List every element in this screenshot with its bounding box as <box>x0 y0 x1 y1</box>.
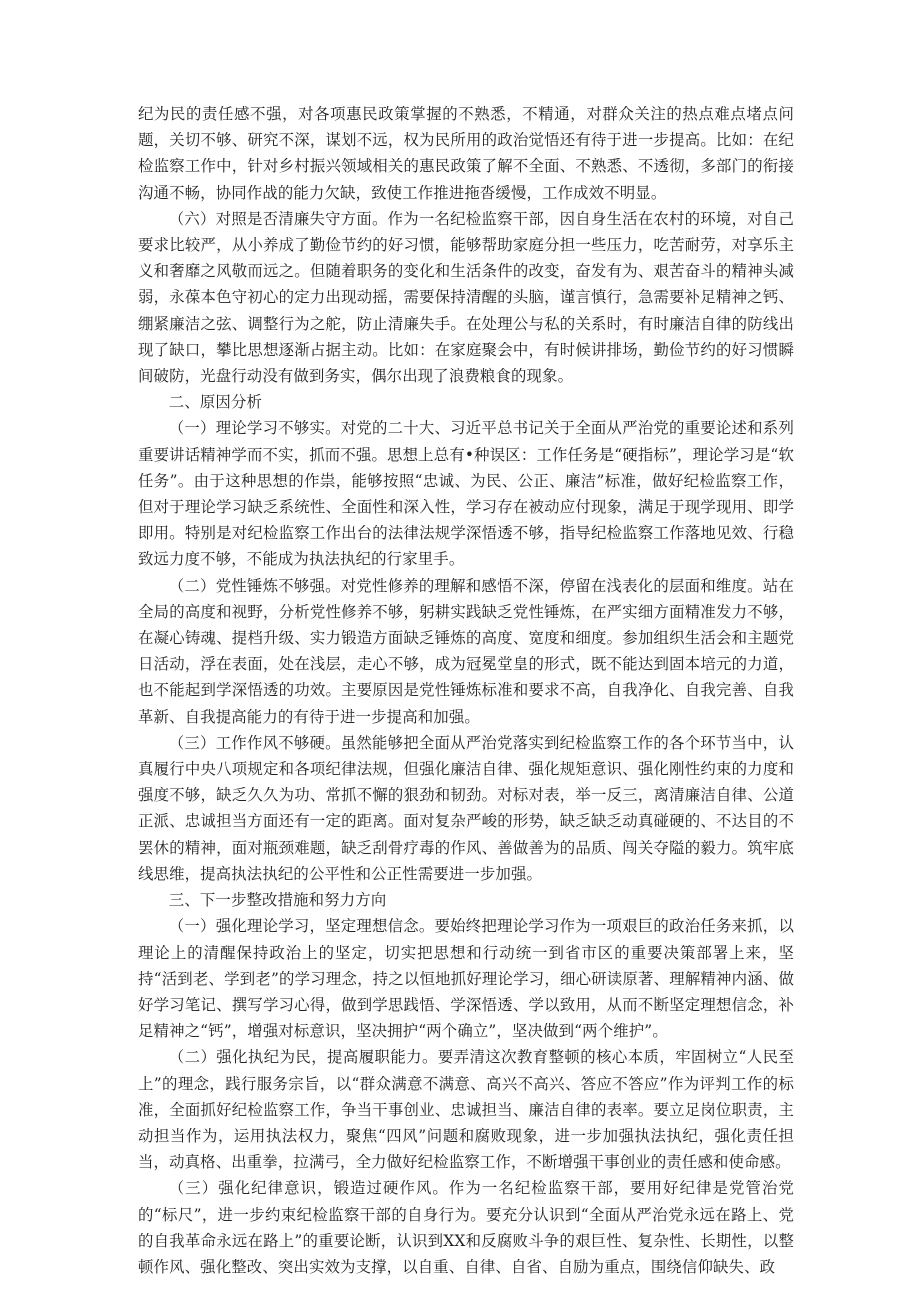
paragraph-integrity: （六）对照是否清廉失守方面。作为一名纪检监察干部，因自身生活在农村的环境，对自己要求比较严，从小养成了勤俭节约的好习惯，能够帮助家庭分担一些压力，吃苦耐劳，对享乐主义和奢靡之风敬而远之。但随着职务的变化和生活条件的改变，奋发有为、艰苦奋斗的精神头减弱，永葆本色守初心的定力出现动摇，需要保持清醒的头脑，谨言慎行，急需要补足精神之钙、绷紧廉洁之弦、调整行为之舵，防止清廉失手。在处理公与私的关系时，有时廉洁自律的防线出现了缺口，攀比思想逐渐占据主动。比如：在家庭聚会中，有时候讲排场，勤俭节约的好习惯瞬间破防，光盘行动没有做到务实，偶尔出现了浪费粮食的现象。 <box>138 209 794 386</box>
paragraph-strengthen-discipline-for-people: （二）强化执纪为民，提高履职能力。要弄清这次教育整顿的核心本质，牢固树立“人民至上”的理念，践行服务宗旨，以“群众满意不满意、高兴不高兴、答应不答应”作为评判工作的标准，全面抓好纪检监察工作，争当干事创业、忠诚担当、廉洁自律的表率。要立足岗位职责，主动担当作为，运用执法权力，聚焦“四风”问题和腐败现象，进一步加强执法执纪，强化责任担当，动真格、出重拳，拉满弓，全力做好纪检监察工作，不断增强干事创业的责任感和使命感。 <box>138 1048 794 1172</box>
document-page <box>138 101 794 1280</box>
section-heading-next-steps: 三、下一步整改措施和努力方向 <box>168 891 387 910</box>
paragraph-party-spirit: （二）党性锤炼不够强。对党性修养的理解和感悟不深，停留在浅表化的层面和维度。站在全局的高度和视野，分析党性修养不够，躬耕实践缺乏党性锤炼，在严实细方面精准发力不够，在凝心铸魂、提档升级、实力锻造方面缺乏锤炼的高度、宽度和细度。参加组织生活会和主题党日活动，浮在表面，处在浅层，走心不够，成为冠冕堂皇的形式，既不能达到固本培元的力道，也不能起到学深悟透的功效。主要原因是党性锤炼标准和要求不高，自我净化、自我完善、自我革新、自我提高能力的有待于进一步提高和加强。 <box>138 576 794 726</box>
paragraph-strengthen-discipline-awareness: （三）强化纪律意识，锻造过硬作风。作为一名纪检监察干部，要用好纪律是党管治党的“标尺”，进一步约束纪检监察干部的自身行为。要充分认识到“全面从严治党永远在路上、党的自我革命永远在路上”的重要论断，认识到XX和反腐败斗争的艰巨性、复杂性、长期性，以整顿作风、强化整改、突出实效为支撑，以自重、自律、自省、自励为重点，围绕信仰缺失、政 <box>138 1179 794 1276</box>
paragraph-continuation: 纪为民的责任感不强，对各项惠民政策掌握的不熟悉，不精通，对群众关注的热点难点堵点问题，关切不够、研究不深，谋划不远，权为民所用的政治觉悟还有待于进一步提高。比如：在纪检监察工作中，针对乡村振兴领域相关的惠民政策了解不全面、不熟悉、不透彻，多部门的衔接沟通不畅，协同作战的能力欠缺，致使工作推进拖沓缓慢，工作成效不明显。 <box>138 105 794 202</box>
paragraph-theory-study: （一）理论学习不够实。对党的二十大、习近平总书记关于全面从严治党的重要论述和系列重要讲话精神学而不实，抓而不强。思想上总有•种误区：工作任务是“硬指标”，理论学习是“软任务”。由于这种思想的作祟，能够按照“忠诚、为民、公正、廉洁”标准，做好纪检监察工作，但对于理论学习缺乏系统性、全面性和深入性，学习存在被动应付现象，满足于现学现用、即学即用。特别是对纪检监察工作出台的法律法规学深悟透不够，指导纪检监察工作落地见效、行稳致远力度不够，不能成为执法执纪的行家里手。 <box>138 419 794 569</box>
section-heading-cause-analysis: 二、原因分析 <box>168 393 263 412</box>
paragraph-work-style: （三）工作作风不够硬。虽然能够把全面从严治党落实到纪检监察工作的各个环节当中，认真履行中央八项规定和各项纪律法规，但强化廉洁自律、强化规矩意识、强化刚性约束的力度和强度不够，缺乏久久为功、常抓不懈的狠劲和韧劲。对标对表，举一反三，离清廉洁自律、公道正派、忠诚担当方面还有一定的距离。面对复杂严峻的形势，缺乏缺乏动真碰硬的、不达目的不罢休的精神，面对瓶颈难题，缺乏刮骨疗毒的作风、善做善为的品质、闯关夺隘的毅力。筑牢底线思维，提高执法执纪的公平性和公正性需要进一步加强。 <box>138 733 794 883</box>
paragraph-strengthen-theory: （一）强化理论学习，坚定理想信念。要始终把理论学习作为一项艰巨的政治任务来抓，以理论上的清醒保持政治上的坚定，切实把思想和行动统一到省市区的重要决策部署上来，坚持“活到老、学到老”的学习理念，持之以恒地抓好理论学习，细心研读原著、理解精神内涵、做好学习笔记、撰写学习心得，做到学思践悟、学深悟透、学以致用，从而不断坚定理想信念，补足精神之“钙”，增强对标意识，坚决拥护“两个确立”，坚决做到“两个维护”。 <box>138 917 794 1041</box>
